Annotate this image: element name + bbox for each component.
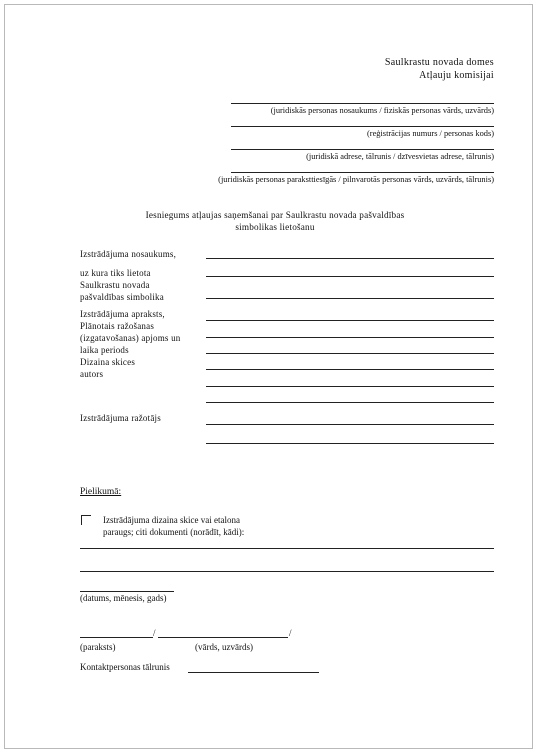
recipient-line-2: Atļauju komisijai bbox=[419, 70, 494, 81]
applicant-name-field[interactable] bbox=[231, 103, 494, 104]
name-field[interactable] bbox=[158, 637, 288, 638]
design-author-field-2[interactable] bbox=[206, 386, 494, 387]
attachment-text-line-2: paraugs; citi dokumenti (norādīt, kādi): bbox=[103, 527, 245, 537]
description-field-1[interactable] bbox=[206, 320, 494, 321]
usage-field-2[interactable] bbox=[206, 298, 494, 299]
description-label-6: autors bbox=[80, 369, 104, 379]
signature-field[interactable] bbox=[80, 637, 153, 638]
applicant-name-caption: (juridiskās personas nosaukums / fiziskās personas vārds, uzvārds) bbox=[270, 106, 494, 115]
authorized-person-caption: (juridiskās personas paraksttiesīgās / pilnvarotās personas vārds, uzvārds, tālrunis) bbox=[218, 175, 494, 184]
description-label-2: Plānotais ražošanas bbox=[80, 321, 155, 331]
design-author-field-3[interactable] bbox=[206, 402, 494, 403]
usage-label-1: uz kura tiks lietota bbox=[80, 268, 151, 278]
registration-number-field[interactable] bbox=[231, 126, 494, 127]
recipient-line-1: Saulkrastu novada domes bbox=[384, 57, 494, 68]
usage-label-2: Saulkrastu novada bbox=[80, 280, 150, 290]
address-caption: (juridiskā adrese, tālrunis / dzīvesvietas adrese, tālrunis) bbox=[306, 152, 494, 161]
usage-field-1[interactable] bbox=[206, 276, 494, 277]
attachment-field-1[interactable] bbox=[80, 548, 494, 549]
address-field[interactable] bbox=[231, 149, 494, 150]
attachment-checkbox[interactable] bbox=[81, 515, 91, 525]
description-field-2[interactable] bbox=[206, 337, 494, 338]
design-author-field-1[interactable] bbox=[206, 369, 494, 370]
description-label-5: Dizaina skices bbox=[80, 357, 136, 367]
product-name-field[interactable] bbox=[206, 258, 494, 259]
document-title-line-1: Iesniegums atļaujas saņemšanai par Saulkrastu novada pašvaldības bbox=[145, 210, 405, 220]
description-label-3: (izgatavošanas) apjoms un bbox=[80, 333, 181, 343]
description-field-3[interactable] bbox=[206, 353, 494, 354]
contact-phone-label: Kontaktpersonas tālrunis bbox=[80, 662, 170, 672]
description-label-1: Izstrādājuma apraksts, bbox=[80, 309, 165, 319]
attachment-text-line-1: Izstrādājuma dizaina skice vai etalona bbox=[103, 515, 240, 525]
document-title-line-2: simbolikas lietošanu bbox=[235, 222, 315, 232]
manufacturer-field-1[interactable] bbox=[206, 424, 494, 425]
usage-label-3: pašvaldības simbolika bbox=[80, 292, 164, 302]
date-field[interactable] bbox=[80, 591, 174, 592]
attachments-heading: Pielikumā: bbox=[80, 487, 122, 497]
document-title bbox=[110, 209, 440, 233]
name-separator: / bbox=[289, 628, 292, 638]
description-label-4: laika periods bbox=[80, 345, 129, 355]
signature-separator: / bbox=[153, 628, 156, 638]
registration-number-caption: (reģistrācijas numurs / personas kods) bbox=[367, 129, 494, 138]
signature-label: (paraksts) bbox=[80, 642, 116, 652]
manufacturer-field-2[interactable] bbox=[206, 443, 494, 444]
name-label: (vārds, uzvārds) bbox=[195, 642, 253, 652]
product-name-label: Izstrādājuma nosaukums, bbox=[80, 249, 177, 259]
contact-phone-field[interactable] bbox=[188, 672, 319, 673]
date-label: (datums, mēnesis, gads) bbox=[80, 593, 167, 603]
manufacturer-label: Izstrādājuma ražotājs bbox=[80, 413, 161, 423]
attachment-checkbox-label bbox=[103, 514, 343, 538]
attachment-field-2[interactable] bbox=[80, 571, 494, 572]
authorized-person-field[interactable] bbox=[231, 172, 494, 173]
